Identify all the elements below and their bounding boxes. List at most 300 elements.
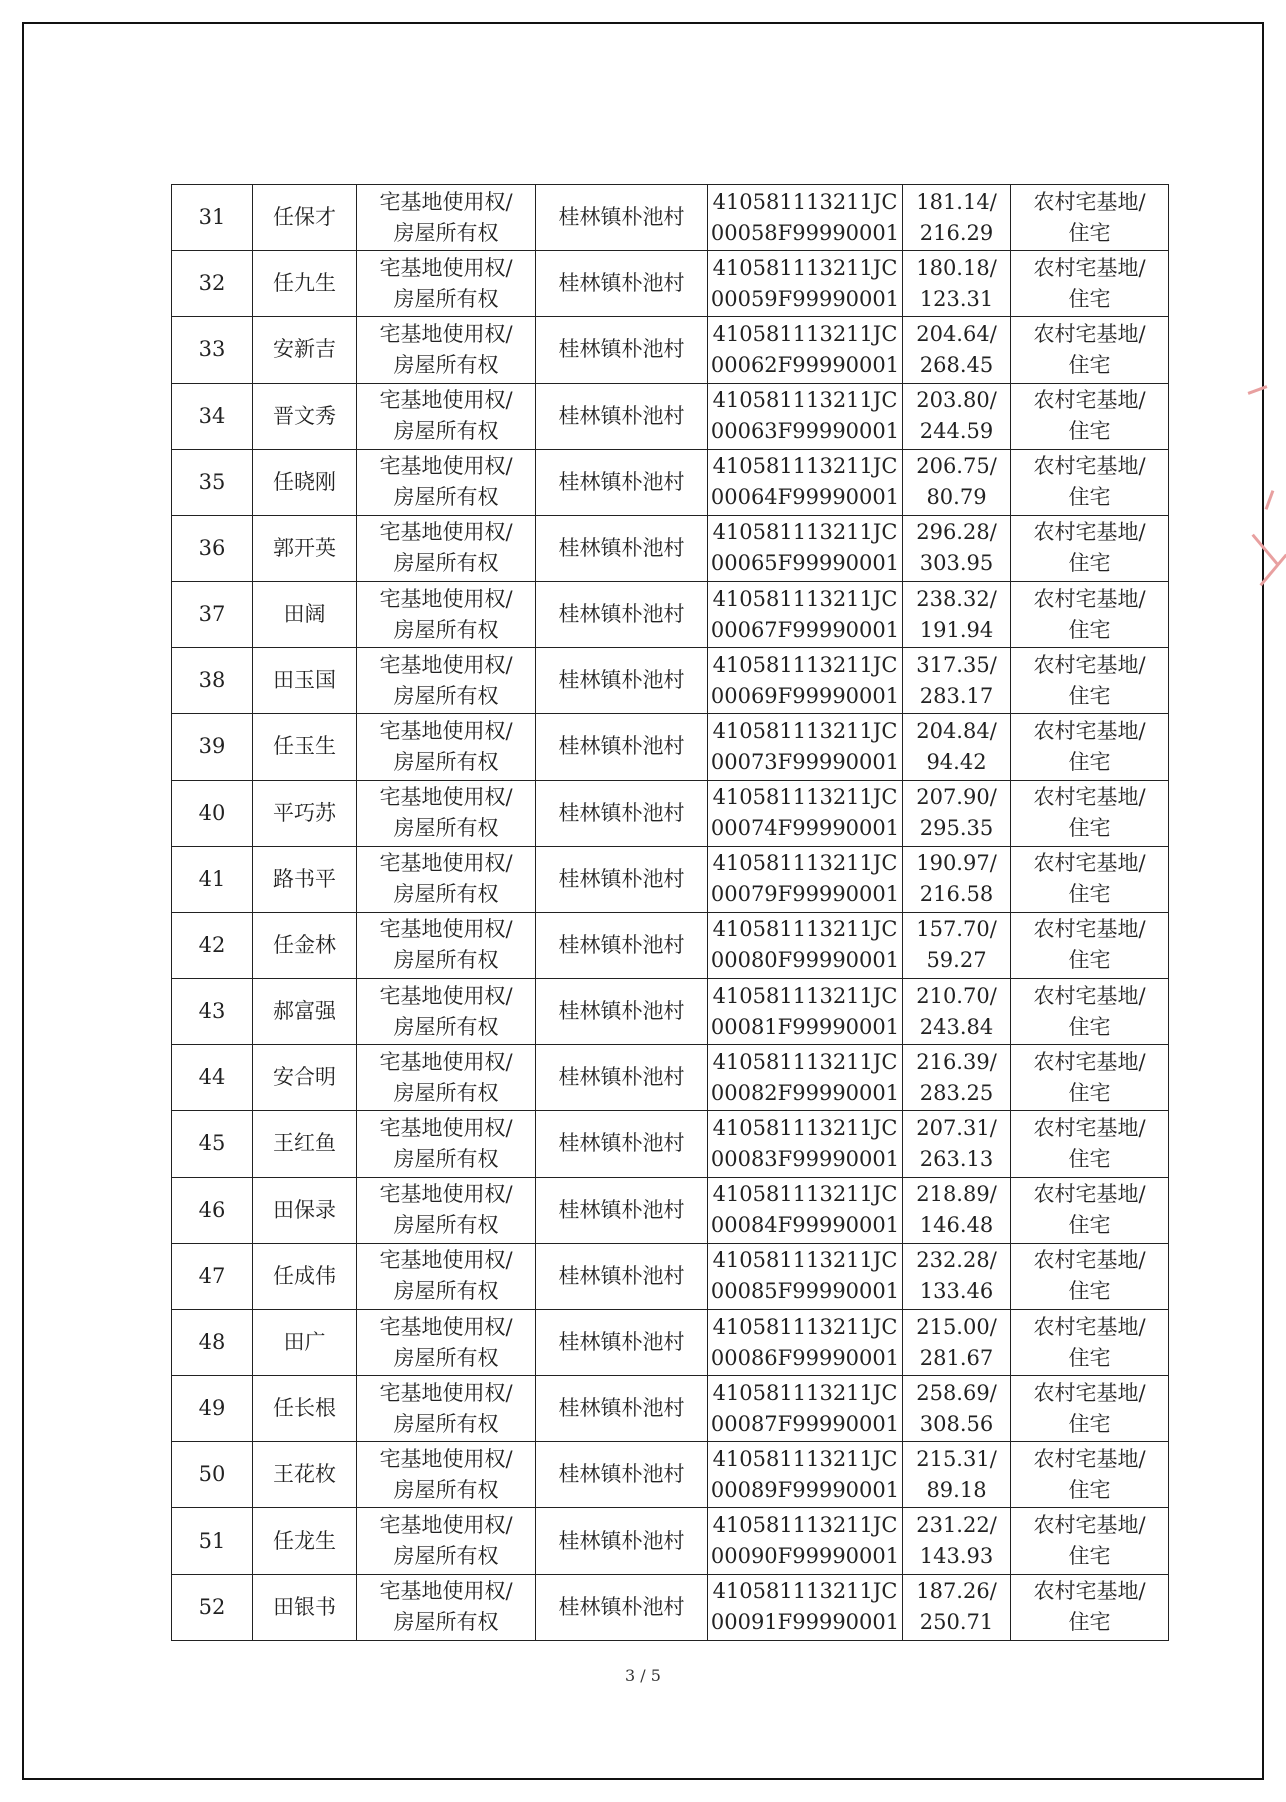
cell-usage [1011, 1508, 1169, 1574]
cell-location: 桂林镇朴池村 [536, 317, 708, 383]
cell-location: 桂林镇朴池村 [536, 912, 708, 978]
cell-owner-name: 田银书 [253, 1574, 357, 1640]
cell-number: 47 [172, 1243, 253, 1309]
cell-right-type-line: 宅基地使用权/ [379, 785, 513, 810]
cell-unit-code [708, 185, 903, 251]
cell-right-type [357, 979, 536, 1045]
table-row [172, 1309, 1169, 1375]
cell-usage-line: 住宅 [1068, 286, 1111, 311]
cell-right-type [357, 185, 536, 251]
cell-right-type-line: 房屋所有权 [393, 1014, 499, 1039]
cell-unit-code-line: 00090F99990001 [710, 1544, 900, 1569]
cell-area-line: 231.22/ [916, 1513, 997, 1538]
cell-usage-line: 住宅 [1068, 485, 1111, 510]
cell-area-line: 215.00/ [916, 1314, 997, 1339]
cell-unit-code-line: 410581113211JC [712, 983, 898, 1008]
cell-usage-line: 住宅 [1068, 816, 1111, 841]
cell-unit-code [708, 1442, 903, 1508]
cell-unit-code-line: 410581113211JC [712, 718, 898, 743]
cell-usage-line: 住宅 [1068, 1213, 1111, 1238]
cell-area-line: 210.70/ [916, 983, 997, 1008]
cell-owner-name: 任九生 [253, 251, 357, 317]
cell-right-type [357, 383, 536, 449]
cell-right-type-line: 房屋所有权 [393, 1080, 499, 1105]
cell-usage-line: 住宅 [1068, 1345, 1111, 1370]
cell-usage [1011, 979, 1169, 1045]
cell-right-type-line: 房屋所有权 [393, 1146, 499, 1171]
cell-usage-line: 农村宅基地/ [1033, 454, 1146, 479]
cell-unit-code-line: 00087F99990001 [710, 1411, 900, 1436]
cell-area [903, 912, 1011, 978]
cell-owner-name: 晋文秀 [253, 383, 357, 449]
cell-usage-line: 住宅 [1068, 1080, 1111, 1105]
cell-right-type-line: 宅基地使用权/ [379, 1049, 513, 1074]
cell-right-type-line: 宅基地使用权/ [379, 1446, 513, 1471]
table-row [172, 1574, 1169, 1640]
cell-unit-code-line: 410581113211JC [712, 1248, 898, 1273]
cell-area-line: 218.89/ [916, 1182, 997, 1207]
cell-right-type-line: 房屋所有权 [393, 1544, 499, 1569]
cell-right-type-line: 房屋所有权 [393, 683, 499, 708]
cell-area-line: 216.29 [919, 220, 994, 245]
cell-right-type [357, 1111, 536, 1177]
cell-location: 桂林镇朴池村 [536, 648, 708, 714]
cell-usage-line: 住宅 [1068, 551, 1111, 576]
cell-right-type-line: 房屋所有权 [393, 1213, 499, 1238]
cell-unit-code [708, 912, 903, 978]
cell-owner-name: 任成伟 [253, 1243, 357, 1309]
cell-right-type [357, 846, 536, 912]
cell-owner-name: 安新吉 [253, 317, 357, 383]
cell-right-type-line: 房屋所有权 [393, 617, 499, 642]
cell-right-type [357, 1177, 536, 1243]
cell-location: 桂林镇朴池村 [536, 1508, 708, 1574]
cell-number: 34 [172, 383, 253, 449]
cell-number: 35 [172, 449, 253, 515]
table-row [172, 251, 1169, 317]
cell-location: 桂林镇朴池村 [536, 1376, 708, 1442]
cell-right-type-line: 宅基地使用权/ [379, 718, 513, 743]
cell-area-line: 243.84 [919, 1014, 994, 1039]
cell-right-type-line: 宅基地使用权/ [379, 586, 513, 611]
cell-usage [1011, 251, 1169, 317]
cell-usage [1011, 1309, 1169, 1375]
cell-right-type-line: 房屋所有权 [393, 485, 499, 510]
cell-usage-line: 住宅 [1068, 419, 1111, 444]
cell-right-type-line: 房屋所有权 [393, 1411, 499, 1436]
cell-area-line: 283.25 [919, 1080, 994, 1105]
cell-area [903, 780, 1011, 846]
cell-area-line: 263.13 [919, 1146, 994, 1171]
cell-area [903, 648, 1011, 714]
cell-area-line: 317.35/ [916, 652, 997, 677]
cell-unit-code-line: 410581113211JC [712, 586, 898, 611]
cell-unit-code-line: 00084F99990001 [710, 1213, 900, 1238]
cell-number: 42 [172, 912, 253, 978]
cell-usage-line: 农村宅基地/ [1033, 388, 1146, 413]
table-row [172, 582, 1169, 648]
cell-right-type [357, 449, 536, 515]
cell-area-line: 133.46 [919, 1279, 994, 1304]
cell-usage [1011, 714, 1169, 780]
cell-area [903, 383, 1011, 449]
cell-number: 50 [172, 1442, 253, 1508]
cell-usage-line: 农村宅基地/ [1033, 851, 1146, 876]
cell-location: 桂林镇朴池村 [536, 449, 708, 515]
cell-number: 45 [172, 1111, 253, 1177]
cell-usage-line: 住宅 [1068, 1279, 1111, 1304]
cell-area-line: 191.94 [919, 617, 994, 642]
cell-right-type [357, 1243, 536, 1309]
cell-unit-code [708, 780, 903, 846]
cell-usage-line: 农村宅基地/ [1033, 1115, 1146, 1140]
cell-right-type [357, 1508, 536, 1574]
cell-area [903, 185, 1011, 251]
cell-usage-line: 住宅 [1068, 352, 1111, 377]
cell-location: 桂林镇朴池村 [536, 383, 708, 449]
cell-right-type-line: 宅基地使用权/ [379, 652, 513, 677]
table-row [172, 1442, 1169, 1508]
cell-area-line: 181.14/ [916, 189, 997, 214]
records-table [171, 184, 1169, 1641]
cell-number: 38 [172, 648, 253, 714]
cell-area-line: 308.56 [919, 1411, 994, 1436]
cell-area-line: 216.39/ [916, 1049, 997, 1074]
cell-location: 桂林镇朴池村 [536, 780, 708, 846]
cell-unit-code-line: 00073F99990001 [710, 749, 900, 774]
table-row [172, 912, 1169, 978]
page-number: 3 / 5 [625, 1666, 661, 1685]
cell-unit-code-line: 410581113211JC [712, 1314, 898, 1339]
cell-area-line: 187.26/ [916, 1579, 997, 1604]
cell-unit-code-line: 410581113211JC [712, 1182, 898, 1207]
cell-unit-code-line: 410581113211JC [712, 1579, 898, 1604]
cell-usage [1011, 1574, 1169, 1640]
cell-usage [1011, 317, 1169, 383]
cell-usage-line: 住宅 [1068, 1411, 1111, 1436]
cell-number: 51 [172, 1508, 253, 1574]
cell-area-line: 238.32/ [916, 586, 997, 611]
cell-usage-line: 住宅 [1068, 683, 1111, 708]
cell-area-line: 283.17 [919, 683, 994, 708]
cell-number: 37 [172, 582, 253, 648]
records-table-body [172, 185, 1169, 1641]
cell-usage-line: 农村宅基地/ [1033, 983, 1146, 1008]
cell-right-type [357, 648, 536, 714]
table-row [172, 1111, 1169, 1177]
cell-usage [1011, 1111, 1169, 1177]
cell-number: 43 [172, 979, 253, 1045]
cell-unit-code-line: 00085F99990001 [710, 1279, 900, 1304]
cell-right-type-line: 房屋所有权 [393, 1610, 499, 1635]
cell-area [903, 1309, 1011, 1375]
cell-right-type-line: 房屋所有权 [393, 1279, 499, 1304]
cell-area [903, 1045, 1011, 1111]
cell-unit-code-line: 410581113211JC [712, 454, 898, 479]
cell-owner-name: 任晓刚 [253, 449, 357, 515]
cell-unit-code-line: 00081F99990001 [710, 1014, 900, 1039]
cell-right-type [357, 1574, 536, 1640]
cell-right-type [357, 1442, 536, 1508]
cell-unit-code [708, 449, 903, 515]
cell-area [903, 1243, 1011, 1309]
cell-right-type-line: 宅基地使用权/ [379, 255, 513, 280]
cell-usage-line: 农村宅基地/ [1033, 1446, 1146, 1471]
cell-right-type-line: 宅基地使用权/ [379, 520, 513, 545]
cell-area-line: 143.93 [919, 1544, 994, 1569]
cell-right-type [357, 582, 536, 648]
cell-number: 44 [172, 1045, 253, 1111]
cell-right-type-line: 房屋所有权 [393, 948, 499, 973]
cell-right-type-line: 宅基地使用权/ [379, 917, 513, 942]
cell-unit-code [708, 251, 903, 317]
cell-area-line: 157.70/ [916, 917, 997, 942]
cell-location: 桂林镇朴池村 [536, 1045, 708, 1111]
cell-right-type [357, 251, 536, 317]
cell-right-type [357, 317, 536, 383]
cell-right-type-line: 宅基地使用权/ [379, 1513, 513, 1538]
cell-usage-line: 农村宅基地/ [1033, 652, 1146, 677]
cell-area-line: 216.58 [919, 882, 994, 907]
cell-location: 桂林镇朴池村 [536, 515, 708, 581]
cell-owner-name: 郭开英 [253, 515, 357, 581]
cell-usage [1011, 846, 1169, 912]
cell-owner-name: 田玉国 [253, 648, 357, 714]
cell-usage-line: 住宅 [1068, 1014, 1111, 1039]
cell-owner-name: 田广 [253, 1309, 357, 1375]
cell-owner-name: 任长根 [253, 1376, 357, 1442]
cell-right-type-line: 宅基地使用权/ [379, 1314, 513, 1339]
cell-usage-line: 农村宅基地/ [1033, 1049, 1146, 1074]
cell-usage [1011, 515, 1169, 581]
cell-unit-code [708, 582, 903, 648]
cell-owner-name: 任玉生 [253, 714, 357, 780]
cell-unit-code-line: 00058F99990001 [710, 220, 900, 245]
table-row [172, 979, 1169, 1045]
cell-usage-line: 农村宅基地/ [1033, 1380, 1146, 1405]
cell-number: 36 [172, 515, 253, 581]
cell-unit-code [708, 648, 903, 714]
cell-right-type-line: 宅基地使用权/ [379, 388, 513, 413]
cell-right-type [357, 515, 536, 581]
cell-unit-code-line: 00079F99990001 [710, 882, 900, 907]
cell-unit-code-line: 410581113211JC [712, 851, 898, 876]
cell-usage-line: 农村宅基地/ [1033, 718, 1146, 743]
cell-area [903, 714, 1011, 780]
cell-number: 32 [172, 251, 253, 317]
cell-area [903, 1111, 1011, 1177]
cell-location: 桂林镇朴池村 [536, 714, 708, 780]
cell-unit-code-line: 00074F99990001 [710, 816, 900, 841]
cell-location: 桂林镇朴池村 [536, 846, 708, 912]
cell-right-type-line: 房屋所有权 [393, 220, 499, 245]
cell-right-type-line: 房屋所有权 [393, 749, 499, 774]
cell-area-line: 281.67 [919, 1345, 994, 1370]
cell-right-type [357, 1309, 536, 1375]
cell-owner-name: 任龙生 [253, 1508, 357, 1574]
table-row [172, 1177, 1169, 1243]
cell-usage [1011, 648, 1169, 714]
cell-usage-line: 农村宅基地/ [1033, 586, 1146, 611]
cell-right-type-line: 宅基地使用权/ [379, 1579, 513, 1604]
cell-number: 52 [172, 1574, 253, 1640]
cell-usage-line: 住宅 [1068, 948, 1111, 973]
cell-usage [1011, 1177, 1169, 1243]
cell-right-type-line: 宅基地使用权/ [379, 1115, 513, 1140]
cell-unit-code-line: 00086F99990001 [710, 1345, 900, 1370]
cell-number: 40 [172, 780, 253, 846]
cell-area-line: 204.64/ [916, 321, 997, 346]
cell-right-type-line: 房屋所有权 [393, 352, 499, 377]
cell-area [903, 1574, 1011, 1640]
table-row [172, 449, 1169, 515]
cell-unit-code [708, 846, 903, 912]
cell-owner-name: 安合明 [253, 1045, 357, 1111]
cell-unit-code [708, 1574, 903, 1640]
cell-area-line: 180.18/ [916, 255, 997, 280]
cell-area-line: 207.90/ [916, 785, 997, 810]
cell-owner-name: 任金林 [253, 912, 357, 978]
cell-usage-line: 农村宅基地/ [1033, 1579, 1146, 1604]
cell-usage-line: 住宅 [1068, 1610, 1111, 1635]
cell-owner-name: 田保录 [253, 1177, 357, 1243]
cell-number: 49 [172, 1376, 253, 1442]
cell-number: 33 [172, 317, 253, 383]
cell-unit-code-line: 410581113211JC [712, 1049, 898, 1074]
cell-usage [1011, 582, 1169, 648]
cell-usage-line: 住宅 [1068, 220, 1111, 245]
cell-area-line: 303.95 [919, 551, 994, 576]
cell-right-type-line: 宅基地使用权/ [379, 851, 513, 876]
cell-owner-name: 郝富强 [253, 979, 357, 1045]
cell-area-line: 146.48 [919, 1213, 994, 1238]
cell-right-type-line: 宅基地使用权/ [379, 1248, 513, 1273]
cell-usage-line: 农村宅基地/ [1033, 520, 1146, 545]
cell-location: 桂林镇朴池村 [536, 1309, 708, 1375]
cell-right-type [357, 1376, 536, 1442]
cell-usage [1011, 780, 1169, 846]
cell-right-type-line: 宅基地使用权/ [379, 983, 513, 1008]
cell-area [903, 317, 1011, 383]
cell-owner-name: 王花枚 [253, 1442, 357, 1508]
cell-usage-line: 住宅 [1068, 617, 1111, 642]
cell-area-line: 89.18 [926, 1477, 987, 1502]
cell-area [903, 251, 1011, 317]
table-row [172, 383, 1169, 449]
cell-usage-line: 住宅 [1068, 1477, 1111, 1502]
cell-usage-line: 农村宅基地/ [1033, 1513, 1146, 1538]
cell-area-line: 206.75/ [916, 454, 997, 479]
cell-unit-code-line: 410581113211JC [712, 189, 898, 214]
cell-unit-code-line: 00080F99990001 [710, 948, 900, 973]
cell-usage-line: 农村宅基地/ [1033, 917, 1146, 942]
cell-area [903, 515, 1011, 581]
cell-usage [1011, 1243, 1169, 1309]
cell-area-line: 268.45 [919, 352, 994, 377]
cell-unit-code-line: 00083F99990001 [710, 1146, 900, 1171]
cell-right-type-line: 房屋所有权 [393, 882, 499, 907]
cell-right-type [357, 780, 536, 846]
cell-right-type-line: 宅基地使用权/ [379, 1380, 513, 1405]
cell-usage-line: 住宅 [1068, 1544, 1111, 1569]
cell-unit-code [708, 1376, 903, 1442]
cell-usage [1011, 449, 1169, 515]
cell-right-type-line: 房屋所有权 [393, 551, 499, 576]
cell-owner-name: 平巧苏 [253, 780, 357, 846]
cell-right-type [357, 912, 536, 978]
cell-unit-code [708, 383, 903, 449]
cell-area [903, 1508, 1011, 1574]
cell-area-line: 203.80/ [916, 388, 997, 413]
cell-unit-code [708, 714, 903, 780]
cell-unit-code-line: 410581113211JC [712, 785, 898, 810]
cell-location: 桂林镇朴池村 [536, 1111, 708, 1177]
cell-unit-code-line: 410581113211JC [712, 1380, 898, 1405]
cell-unit-code [708, 515, 903, 581]
cell-number: 39 [172, 714, 253, 780]
cell-area-line: 215.31/ [916, 1446, 997, 1471]
table-row [172, 1045, 1169, 1111]
cell-location: 桂林镇朴池村 [536, 1243, 708, 1309]
cell-unit-code-line: 00062F99990001 [710, 352, 900, 377]
stamp-fragment [1246, 380, 1286, 620]
cell-area-line: 250.71 [919, 1610, 994, 1635]
table-row [172, 317, 1169, 383]
table-row [172, 1376, 1169, 1442]
cell-area [903, 1376, 1011, 1442]
cell-number: 31 [172, 185, 253, 251]
cell-unit-code [708, 1508, 903, 1574]
cell-owner-name: 王红鱼 [253, 1111, 357, 1177]
cell-owner-name: 任保才 [253, 185, 357, 251]
cell-area-line: 80.79 [926, 485, 987, 510]
cell-unit-code-line: 00059F99990001 [710, 286, 900, 311]
cell-unit-code [708, 1111, 903, 1177]
cell-right-type-line: 房屋所有权 [393, 1345, 499, 1370]
cell-usage-line: 农村宅基地/ [1033, 785, 1146, 810]
cell-unit-code-line: 410581113211JC [712, 255, 898, 280]
cell-location: 桂林镇朴池村 [536, 979, 708, 1045]
cell-unit-code [708, 1177, 903, 1243]
cell-unit-code-line: 00067F99990001 [710, 617, 900, 642]
table-row [172, 185, 1169, 251]
cell-area [903, 979, 1011, 1045]
cell-unit-code-line: 410581113211JC [712, 388, 898, 413]
cell-location: 桂林镇朴池村 [536, 185, 708, 251]
cell-area-line: 258.69/ [916, 1380, 997, 1405]
cell-unit-code-line: 00069F99990001 [710, 683, 900, 708]
cell-area-line: 123.31 [919, 286, 994, 311]
cell-area [903, 1442, 1011, 1508]
cell-unit-code-line: 00082F99990001 [710, 1080, 900, 1105]
cell-area-line: 244.59 [919, 419, 994, 444]
cell-number: 48 [172, 1309, 253, 1375]
cell-right-type [357, 714, 536, 780]
table-row [172, 1508, 1169, 1574]
cell-location: 桂林镇朴池村 [536, 582, 708, 648]
cell-right-type-line: 宅基地使用权/ [379, 321, 513, 346]
cell-owner-name: 路书平 [253, 846, 357, 912]
cell-unit-code-line: 00064F99990001 [710, 485, 900, 510]
cell-area-line: 94.42 [926, 749, 987, 774]
cell-unit-code-line: 410581113211JC [712, 1115, 898, 1140]
cell-area [903, 846, 1011, 912]
cell-usage [1011, 185, 1169, 251]
cell-unit-code-line: 410581113211JC [712, 1446, 898, 1471]
cell-number: 41 [172, 846, 253, 912]
cell-unit-code [708, 1243, 903, 1309]
cell-area-line: 207.31/ [916, 1115, 997, 1140]
